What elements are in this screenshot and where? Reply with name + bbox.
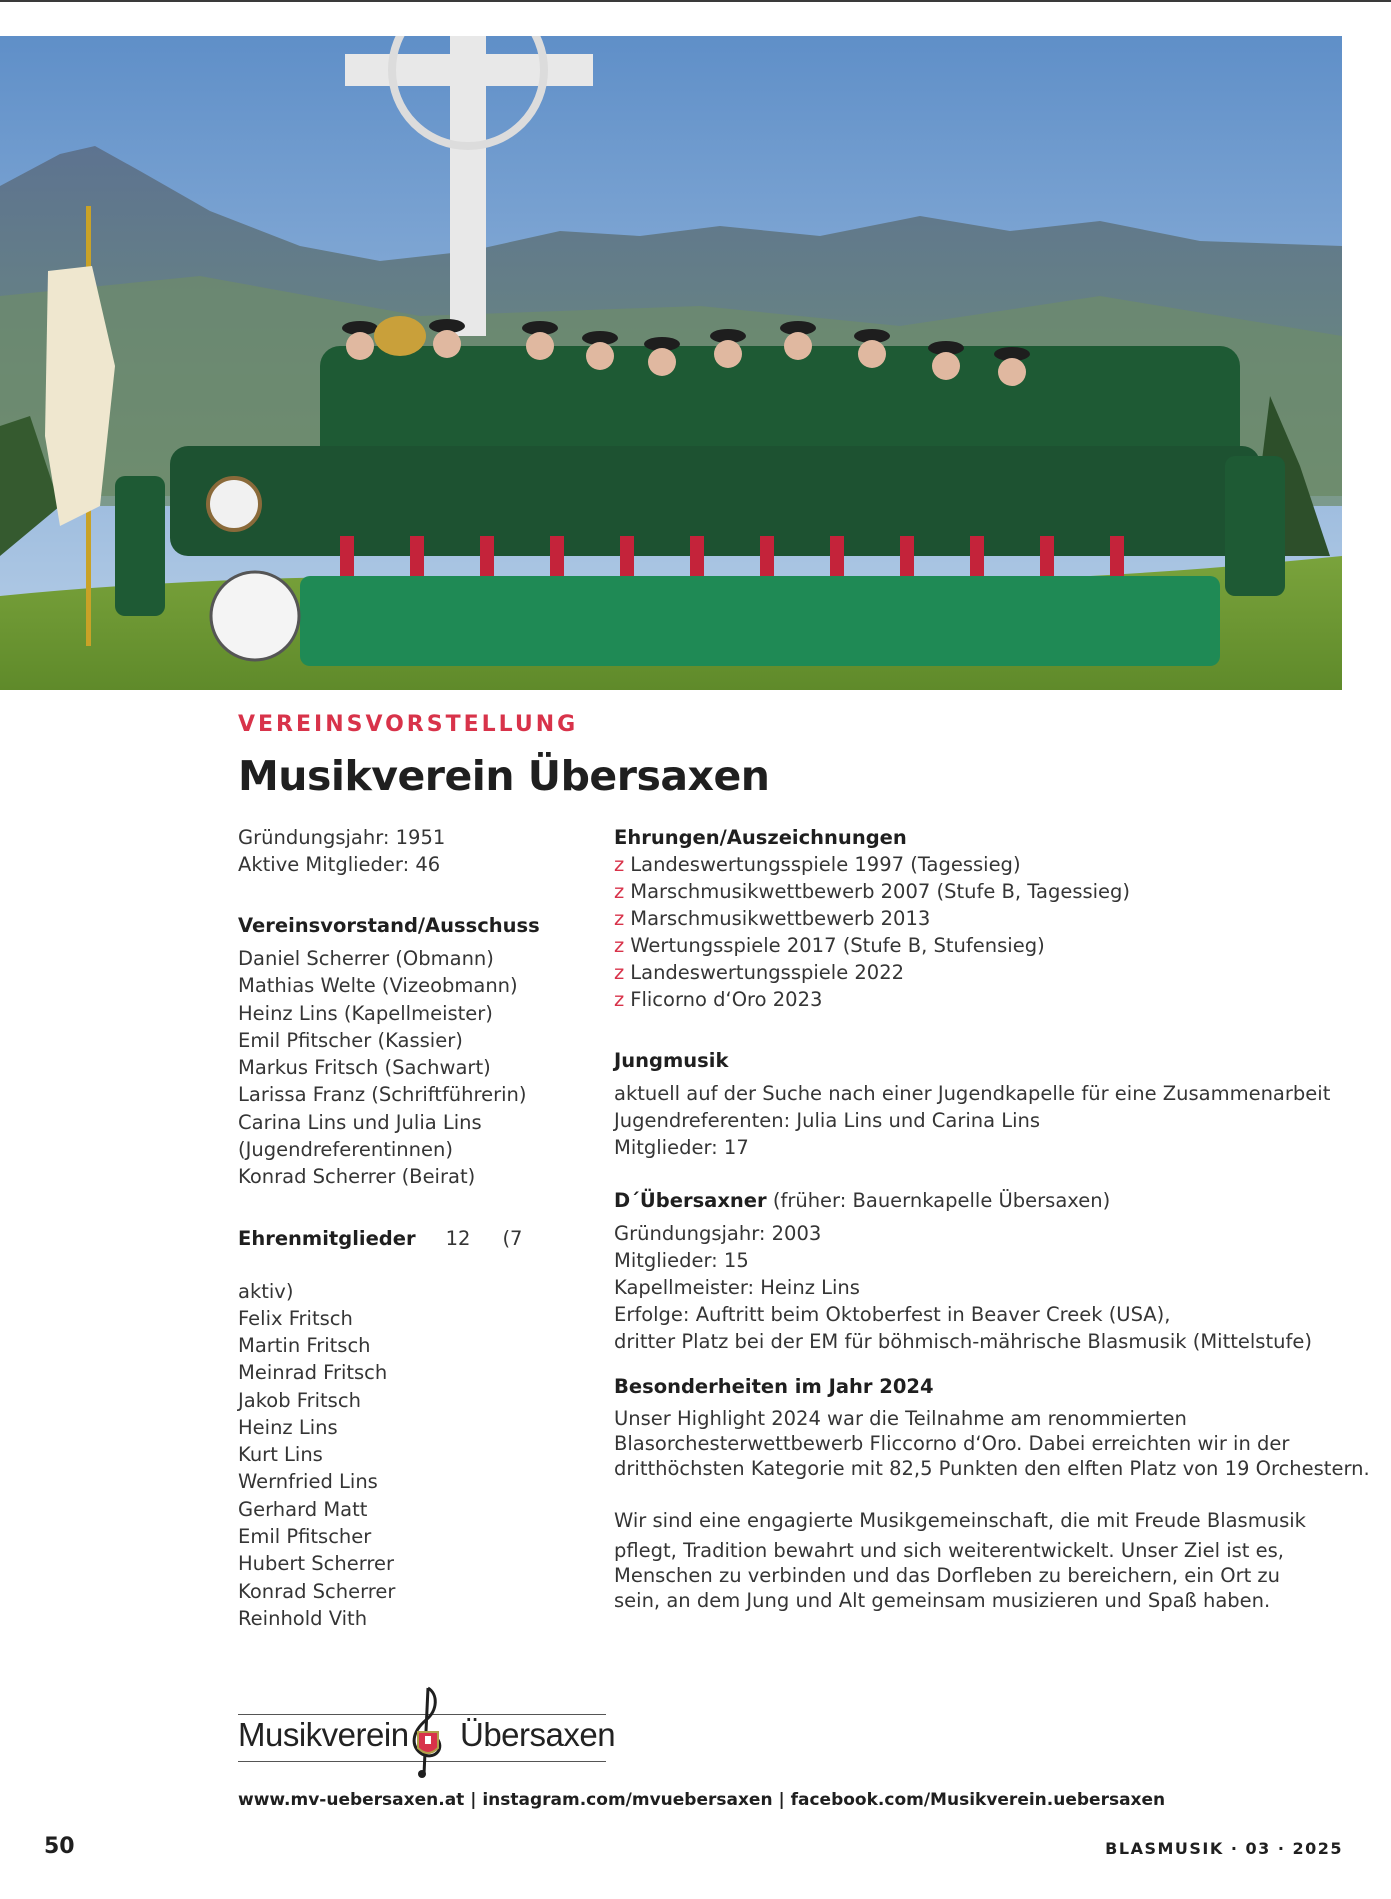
special-text: [614, 1406, 1370, 1481]
youth-line: Jugendreferenten: Julia Lins und Carina Lins: [614, 1109, 1041, 1132]
special-heading: Besonderheiten im Jahr 2024: [614, 1375, 934, 1398]
honorary-member: Gerhard Matt: [238, 1497, 368, 1521]
honorary-member: Heinz Lins: [238, 1415, 338, 1439]
page-number: 50: [44, 1834, 75, 1859]
board-member: (Jugendreferentinnen): [238, 1138, 453, 1162]
board-list: [238, 945, 588, 1191]
honorary-count: 12: [445, 1226, 471, 1250]
award-text: Landeswertungsspiele 1997 (Tagessieg): [630, 853, 1021, 876]
special-line: dritthöchsten Kategorie mit 82,5 Punkten den elften Platz von 19 Orchestern.: [614, 1457, 1370, 1480]
active-members: Aktive Mitglieder: 46: [238, 853, 441, 876]
top-rule: [0, 0, 1391, 2]
honorary-note: (7: [502, 1226, 523, 1250]
honorary-heading: Ehrenmitglieder: [238, 1226, 416, 1250]
web-links[interactable]: www.mv-uebersaxen.at | instagram.com/mvuebersaxen | facebook.com/Musikverein.uebersaxen: [238, 1790, 1166, 1810]
closing-first-line: Wir sind eine engagierte Musikgemeinschaft, die mit Freude Blasmusik: [614, 1509, 1306, 1532]
board-member: Konrad Scherrer (Beirat): [238, 1165, 476, 1189]
award-text: Marschmusikwettbewerb 2013: [630, 907, 931, 930]
treble-clef-icon: [398, 1684, 458, 1780]
board-heading: Vereinsvorstand/Ausschuss: [238, 914, 540, 937]
closing-line: Menschen zu verbinden und das Dorfleben zu bereichern, ein Ort zu: [614, 1564, 1281, 1587]
magazine-issue: BLASMUSIK · 03 · 2025: [1105, 1839, 1343, 1858]
section-kicker: VEREINSVORSTELLUNG: [238, 712, 579, 737]
bullet-marker: z: [614, 988, 625, 1011]
honorary-note-cont: aktiv): [238, 1279, 294, 1303]
logo-text-left: Musikverein: [238, 1716, 409, 1753]
band-line: Mitglieder: 15: [614, 1249, 749, 1272]
honorary-member: Martin Fritsch: [238, 1333, 371, 1357]
bullet-marker: z: [614, 880, 625, 903]
honorary-member: Felix Fritsch: [238, 1306, 353, 1330]
special-line: Unser Highlight 2024 war die Teilnahme am renommierten: [614, 1407, 1187, 1430]
award-item: [614, 959, 1344, 986]
award-text: Wertungsspiele 2017 (Stufe B, Stufensieg): [630, 934, 1045, 957]
band-info: [614, 1220, 1344, 1355]
award-item: [614, 986, 1344, 1013]
bullet-marker: z: [614, 853, 625, 876]
page-title: Musikverein Übersaxen: [238, 752, 770, 800]
band-line: Erfolge: Auftritt beim Oktoberfest in Beaver Creek (USA),: [614, 1303, 1171, 1326]
award-item: [614, 878, 1344, 905]
right-column: [614, 824, 1370, 1613]
closing-line: sein, an dem Jung und Alt gemeinsam musizieren und Spaß haben.: [614, 1589, 1271, 1612]
honorary-member: Jakob Fritsch: [238, 1388, 361, 1412]
bullet-marker: z: [614, 934, 625, 957]
award-text: Marschmusikwettbewerb 2007 (Stufe B, Tagessieg): [630, 880, 1131, 903]
honorary-heading-row: [238, 1225, 588, 1252]
band-line: Gründungsjahr: 2003: [614, 1222, 822, 1245]
left-column: [238, 824, 588, 1632]
closing-text: [614, 1538, 1344, 1613]
youth-line: aktuell auf der Suche nach einer Jugendkapelle für eine Zusammenarbeit: [614, 1082, 1331, 1105]
honorary-member: Emil Pfitscher: [238, 1525, 372, 1549]
honorary-list: [238, 1305, 588, 1633]
board-member: Larissa Franz (Schriftführerin): [238, 1083, 527, 1107]
board-member: Carina Lins und Julia Lins: [238, 1110, 482, 1134]
band-subtitle: (früher: Bauernkapelle Übersaxen): [772, 1189, 1111, 1212]
bullet-marker: z: [614, 907, 625, 930]
honorary-member: Hubert Scherrer: [238, 1552, 394, 1576]
founded-year: Gründungsjahr: 1951: [238, 826, 446, 849]
honorary-member: Meinrad Fritsch: [238, 1361, 388, 1385]
honorary-member: Reinhold Vith: [238, 1606, 368, 1630]
board-member: Heinz Lins (Kapellmeister): [238, 1001, 493, 1025]
board-member: Emil Pfitscher (Kassier): [238, 1028, 463, 1052]
band-heading: D´Übersaxner: [614, 1189, 767, 1212]
award-item: [614, 851, 1344, 878]
special-line: Blasorchesterwettbewerb Fliccorno d‘Oro. Dabei erreichten wir in der: [614, 1432, 1290, 1455]
youth-line: Mitglieder: 17: [614, 1136, 749, 1159]
honorary-member: Kurt Lins: [238, 1443, 323, 1467]
bullet-marker: z: [614, 961, 625, 984]
board-member: Mathias Welte (Vizeobmann): [238, 974, 518, 998]
honorary-member: Wernfried Lins: [238, 1470, 378, 1494]
logo-text-right: Übersaxen: [460, 1716, 616, 1753]
youth-info: [614, 1080, 1344, 1161]
band-line: dritter Platz bei der EM für böhmisch-mährische Blasmusik (Mittelstufe): [614, 1330, 1312, 1353]
youth-heading: Jungmusik: [614, 1049, 729, 1072]
award-text: Landeswertungsspiele 2022: [630, 961, 905, 984]
awards-list: [614, 851, 1344, 1013]
honorary-member: Konrad Scherrer: [238, 1579, 396, 1603]
band-heading-row: [614, 1187, 1344, 1214]
board-member: Markus Fritsch (Sachwart): [238, 1056, 491, 1080]
award-text: Flicorno d‘Oro 2023: [630, 988, 823, 1011]
award-item: [614, 905, 1344, 932]
group-photo: [0, 36, 1342, 690]
awards-heading: Ehrungen/Auszeichnungen: [614, 826, 907, 849]
board-member: Daniel Scherrer (Obmann): [238, 947, 494, 970]
band-line: Kapellmeister: Heinz Lins: [614, 1276, 860, 1299]
closing-line: pflegt, Tradition bewahrt und sich weiterentwickelt. Unser Ziel ist es,: [614, 1539, 1284, 1562]
award-item: [614, 932, 1344, 959]
club-logo: [238, 1684, 616, 1770]
